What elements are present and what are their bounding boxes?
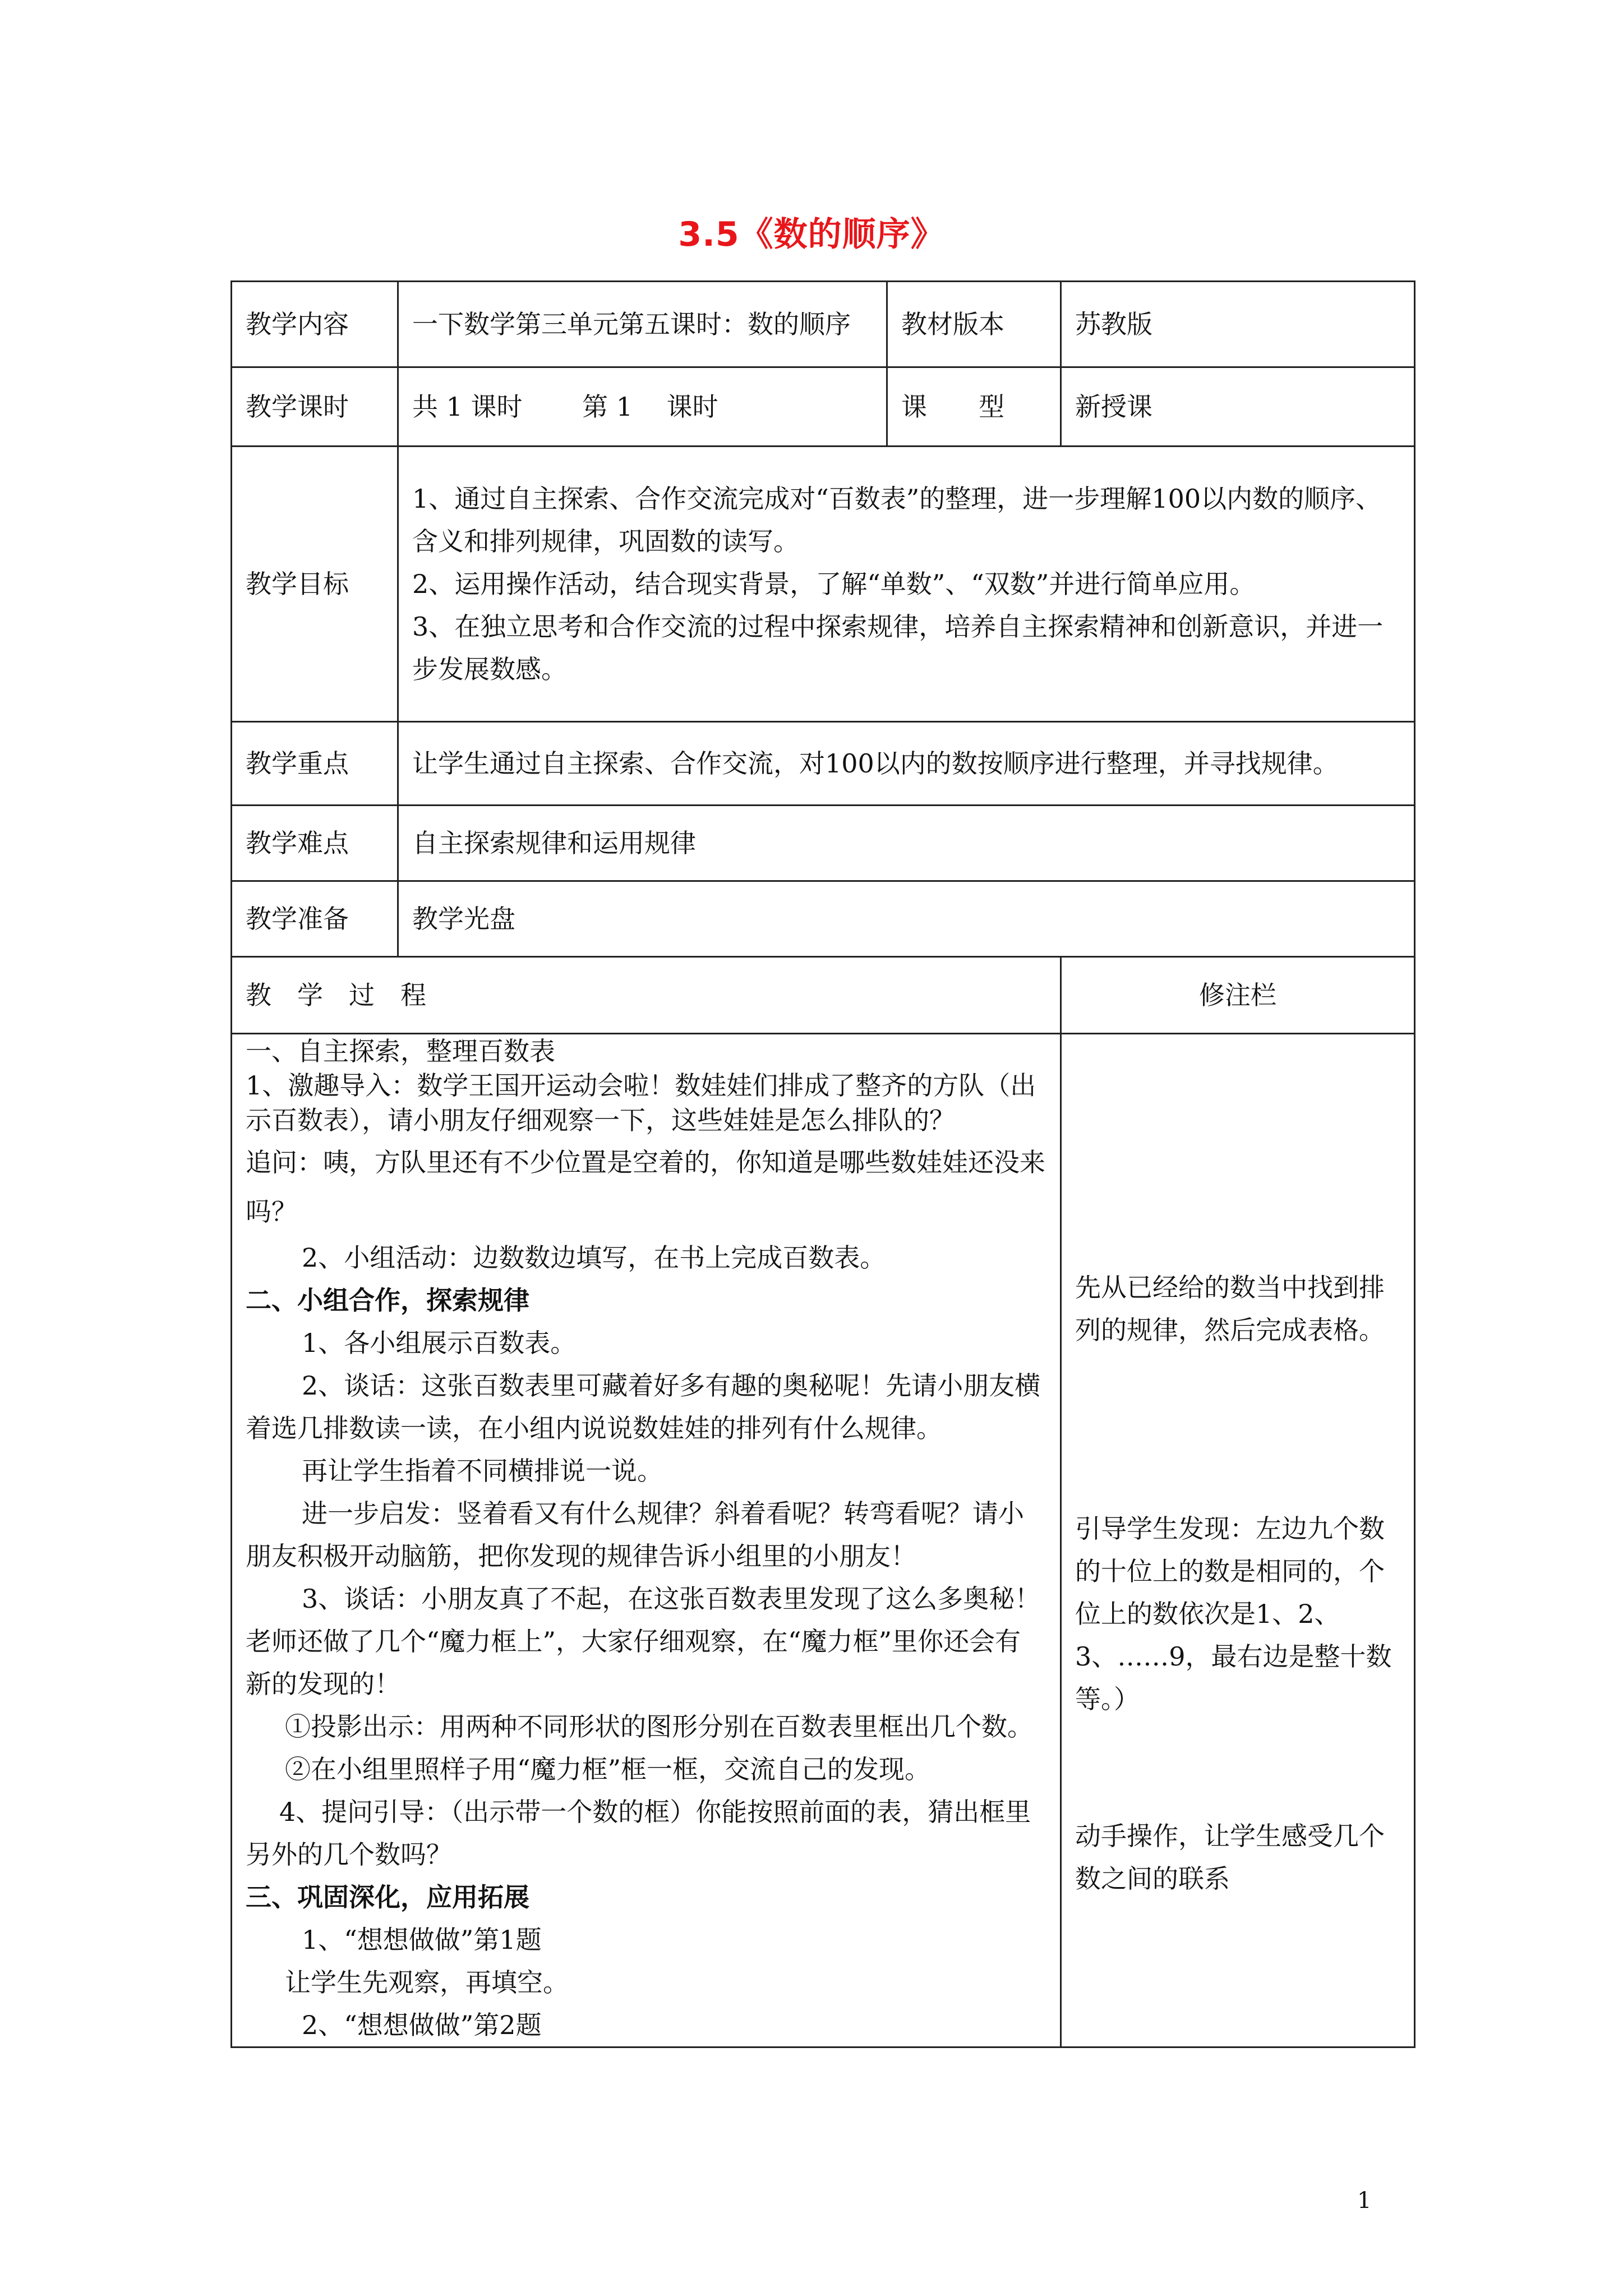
notes-header: 修注栏 — [1061, 957, 1415, 1034]
note-item: 引导学生发现：左边九个数的十位上的数是相同的，个位上的数依次是1、2、3、……9，最右边是整十数等。） — [1075, 1513, 1392, 1714]
process-paragraph: ①投影出示：用两种不同形状的图形分别在百数表里框出几个数。 — [285, 1711, 1033, 1742]
process-paragraph: 让学生先观察，再填空。 — [285, 1967, 569, 1998]
row-teaching-content — [232, 282, 1415, 367]
process-paragraph: 1、各小组展示百数表。 — [302, 1328, 577, 1358]
value-teaching-difficulty: 自主探索规律和运用规律 — [398, 806, 1415, 881]
goal-item: 1、通过自主探索、合作交流完成对“百数表”的整理，进一步理解100以内数的顺序、含义和排列规律，巩固数的读写。 — [412, 484, 1382, 556]
page-number: 1 — [1357, 2188, 1372, 2214]
value-textbook-edition: 苏教版 — [1061, 282, 1415, 367]
value-teaching-hours: 共 1 课时 第 1 课时 — [398, 367, 887, 447]
row-process-body — [232, 1034, 1415, 2047]
process-paragraph: 1、“想想做做”第1题 — [302, 1925, 542, 1955]
label-teaching-hours: 教学课时 — [232, 367, 398, 447]
label-teaching-preparation: 教学准备 — [232, 881, 398, 957]
goal-item: 3、在独立思考和合作交流的过程中探索规律，培养自主探索精神和创新意识，并进一步发展数感。 — [412, 611, 1384, 684]
note-item: 动手操作，让学生感受几个数之间的联系 — [1075, 1821, 1385, 1894]
process-paragraph: 2、小组活动：边数数边填写，在书上完成百数表。 — [302, 1243, 886, 1273]
process-heading: 三、巩固深化，应用拓展 — [246, 1882, 529, 1912]
process-paragraph: 再让学生指着不同横排说一说。 — [302, 1456, 663, 1486]
notes-content — [1061, 1034, 1415, 2047]
label-lesson-type: 课 型 — [887, 367, 1061, 447]
goal-item: 2、运用操作活动，结合现实背景，了解“单数”、“双数”并进行简单应用。 — [412, 569, 1256, 599]
process-heading: 一、自主探索，整理百数表 — [246, 1036, 555, 1066]
label-teaching-goals: 教学目标 — [232, 447, 398, 722]
value-lesson-type: 新授课 — [1061, 367, 1415, 447]
process-content — [232, 1034, 1061, 2047]
row-teaching-preparation — [232, 881, 1415, 957]
row-teaching-hours — [232, 367, 1415, 447]
row-process-header — [232, 957, 1415, 1034]
label-teaching-difficulty: 教学难点 — [232, 806, 398, 881]
row-teaching-difficulty — [232, 806, 1415, 881]
process-paragraph: 2、“想想做做”第2题 — [302, 2010, 542, 2040]
process-paragraph: 追问：咦，方队里还有不少位置是空着的，你知道是哪些数娃娃还没来吗？ — [246, 1147, 1045, 1227]
process-header: 教 学 过 程 — [232, 957, 1061, 1034]
row-teaching-focus — [232, 722, 1415, 806]
value-teaching-goals — [398, 447, 1415, 722]
value-teaching-preparation: 教学光盘 — [398, 881, 1415, 957]
process-paragraph: 3、谈话：小朋友真了不起，在这张百数表里发现了这么多奥秘！老师还做了几个“魔力框上”，大家仔细观察，在“魔力框”里你还会有新的发现的！ — [246, 1584, 1041, 1699]
process-paragraph: 4、提问引导：（出示带一个数的框）你能按照前面的表，猜出框里另外的几个数吗？ — [246, 1797, 1031, 1870]
label-teaching-content: 教学内容 — [232, 282, 398, 367]
value-teaching-content: 一下数学第三单元第五课时：数的顺序 — [398, 282, 887, 367]
process-paragraph: ②在小组里照样子用“魔力框”框一框，交流自己的发现。 — [285, 1754, 931, 1784]
process-paragraph: 2、谈话：这张百数表里可藏着好多有趣的奥秘呢！先请小朋友横着选几排数读一读，在小组内说说数娃娃的排列有什么规律。 — [246, 1370, 1041, 1443]
lesson-plan-table — [230, 280, 1415, 2048]
process-paragraph: 进一步启发：竖着看又有什么规律？斜着看呢？转弯看呢？请小朋友积极开动脑筋，把你发现的规律告诉小组里的小朋友！ — [246, 1498, 1024, 1571]
note-item: 先从已经给的数当中找到排列的规律，然后完成表格。 — [1075, 1272, 1385, 1345]
label-textbook-edition: 教材版本 — [887, 282, 1061, 367]
document-title: 3.5《数的顺序》 — [678, 215, 945, 254]
label-teaching-focus: 教学重点 — [232, 722, 398, 806]
row-teaching-goals — [232, 447, 1415, 722]
value-teaching-focus: 让学生通过自主探索、合作交流，对100以内的数按顺序进行整理，并寻找规律。 — [398, 722, 1415, 806]
process-heading: 二、小组合作，探索规律 — [246, 1285, 529, 1315]
process-paragraph: 1、激趣导入：数学王国开运动会啦！数娃娃们排成了整齐的方队（出示百数表），请小朋友仔细观察一下，这些娃娃是怎么排队的？ — [246, 1070, 1036, 1135]
